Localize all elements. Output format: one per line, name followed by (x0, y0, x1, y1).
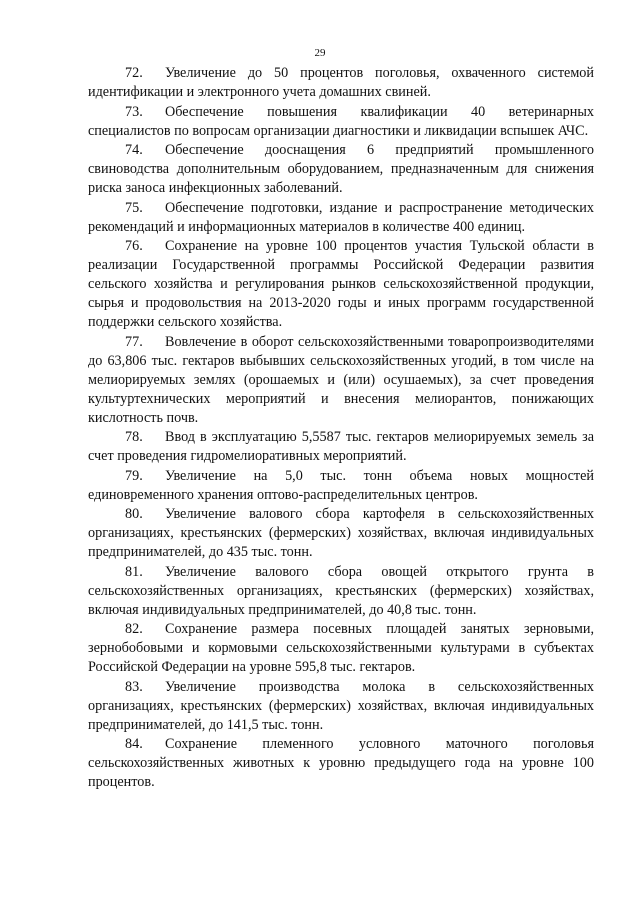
item-text: Обеспечение дооснащения 6 предприятий промышленного свиноводства дополнительным оборудованием, предназначенным для снижения риска заноса инфекционных заболеваний. (88, 142, 594, 196)
page-number: 29 (314, 47, 326, 59)
item-text: Увеличение на 5,0 тыс. тонн объема новых мощностей единовременного хранения оптово-распределительных центров. (88, 467, 594, 503)
item-text: Обеспечение подготовки, издание и распространение методических рекомендаций и информационных материалов в количестве 400 единиц. (88, 199, 594, 235)
list-item (88, 103, 594, 141)
item-number: 82. (125, 621, 143, 637)
item-text: Увеличение валового сбора картофеля в сельскохозяйственных организациях, крестьянских (фермерских) хозяйствах, включая индивидуальных предпринимателей, до 435 тыс. тонн. (88, 506, 594, 560)
item-number: 84. (125, 736, 143, 752)
list-item (88, 678, 594, 735)
list-item (88, 141, 594, 198)
item-text: Обеспечение повышения квалификации 40 ветеринарных специалистов по вопросам организации диагностики и ликвидации вспышек АЧС. (88, 103, 594, 139)
item-number: 83. (125, 678, 143, 695)
list-item (88, 333, 594, 428)
item-number: 77. (125, 333, 143, 350)
item-text: Увеличение производства молока в сельскохозяйственных организациях, крестьянских (фермерских) хозяйствах, включая индивидуальных предпринимателей, до 141,5 тыс. тонн. (88, 678, 594, 733)
list-item (88, 428, 594, 466)
item-number: 75. (125, 199, 143, 216)
item-number: 80. (125, 506, 143, 522)
item-text: Сохранение размера посевных площадей занятых зерновыми, зернобобовыми и кормовыми сельскохозяйственными культурами в субъектах Российской Федерации на уровне 595,8 тыс. гектаров. (88, 621, 594, 675)
item-number: 78. (125, 429, 143, 445)
item-number: 76. (125, 238, 143, 254)
item-text: Сохранение племенного условного маточного поголовья сельскохозяйственных животных к уровню предыдущего года на уровне 100 процентов. (88, 736, 594, 790)
item-text: Вовлечение в оборот сельскохозяйственными товаропроизводителями до 63,806 тыс. гектаров выбывших сельскохозяйственных угодий, в том числе на мелиорируемых землях (орошаемых и (или) осушаемых), за счет проведения культуртехнических мероприятий и внесения мелиорантов, понижающих кислотность почв. (88, 333, 594, 426)
item-text: Ввод в эксплуатацию 5,5587 тыс. гектаров мелиорируемых земель за счет проведения гидромелиоративных мероприятий. (88, 429, 594, 464)
list-item (88, 467, 594, 505)
list-item (88, 563, 594, 620)
list-item (88, 199, 594, 237)
item-number: 73. (125, 103, 143, 120)
item-number: 79. (125, 467, 143, 484)
item-text: Увеличение валового сбора овощей открытого грунта в сельскохозяйственных организациях, крестьянских (фермерских) хозяйствах, включая индивидуальных предпринимателей, до 40,8 тыс. тонн. (88, 563, 594, 618)
list-item (88, 505, 594, 562)
item-number: 74. (125, 142, 143, 158)
list-item (88, 64, 594, 102)
list-item (88, 620, 594, 677)
item-number: 72. (125, 65, 143, 81)
item-number: 81. (125, 563, 143, 580)
item-text: Увеличение до 50 процентов поголовья, охваченного системой идентификации и электронного учета домашних свиней. (88, 65, 594, 100)
list-item (88, 237, 594, 332)
item-text: Сохранение на уровне 100 процентов участия Тульской области в реализации Государственной программы Российской Федерации развития сельского хозяйства и регулирования рынков сельскохозяйственной продукции, сырья и продовольствия на 2013-2020 годы и иных программ государственной поддержки сельского хозяйства. (88, 238, 594, 330)
item-list (88, 64, 594, 793)
list-item (88, 735, 594, 792)
